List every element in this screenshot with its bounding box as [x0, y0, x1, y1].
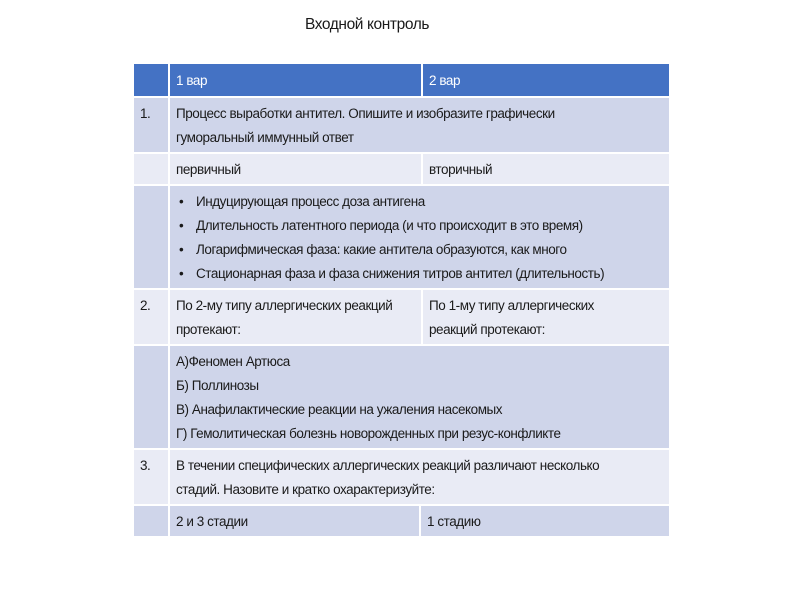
text-line: Процесс выработки антител. Опишите и изобразите графически [176, 106, 555, 121]
option-d: Г) Гемолитическая болезнь новорожденных при резус-конфликте [176, 426, 561, 441]
row-num [134, 506, 168, 536]
text-line: стадий. Назовите и кратко охарактеризуйте: [176, 482, 435, 497]
variant-2-cell: вторичный [421, 154, 669, 184]
table-row [134, 344, 669, 448]
option-a: А)Феномен Артюса [176, 354, 290, 369]
option-b: Б) Поллинозы [176, 378, 259, 393]
row-num: 3. [140, 458, 151, 473]
table-row [134, 152, 669, 184]
text-line: По 2-му типу аллергических реакций [176, 298, 393, 313]
table-row [134, 96, 669, 152]
text-line: протекают: [176, 322, 241, 337]
row-num [134, 154, 168, 184]
variant-1-cell: первичный [168, 154, 421, 184]
text-line: По 1-му типу аллергических [429, 298, 594, 313]
row-num: 2. [140, 298, 151, 313]
table-row [134, 184, 669, 288]
row-num [134, 186, 168, 288]
header-variant-2: 2 вар [421, 64, 669, 96]
text-line: В течении специфических аллергических реакций различают несколько [176, 458, 600, 473]
text-line: гуморальный иммунный ответ [176, 130, 354, 145]
option-c: В) Анафилактические реакции на ужаления насекомых [176, 402, 503, 417]
row-num [134, 346, 168, 448]
bullet-item: • Индуцирующая процесс доза антигена [196, 190, 663, 214]
bullet-item: • Логарифмическая фаза: какие антитела образуются, как много [196, 238, 663, 262]
bullet-list [176, 190, 663, 286]
text-line: реакций протекают: [429, 322, 545, 337]
table-row [134, 448, 669, 504]
variant-1-cell [168, 290, 421, 344]
table-row [134, 288, 669, 344]
question-text [168, 98, 669, 152]
variant-1-cell: 2 и 3 стадии [168, 506, 419, 536]
header-num [134, 64, 168, 96]
bullet-item: • Стационарная фаза и фаза снижения титров антител (длительность) [196, 262, 663, 286]
bullet-item: • Длительность латентного периода (и что происходит в это время) [196, 214, 663, 238]
options-cell [168, 346, 669, 448]
table-header-row [134, 64, 669, 96]
row-num: 1. [140, 106, 151, 121]
bullet-list-cell [168, 186, 669, 288]
header-variant-1: 1 вар [168, 64, 421, 96]
slide-title: Входной контроль [304, 16, 430, 33]
question-text [168, 450, 669, 504]
variant-2-cell: 1 стадию [419, 506, 669, 536]
variant-2-cell [421, 290, 669, 344]
table-row [134, 504, 669, 536]
